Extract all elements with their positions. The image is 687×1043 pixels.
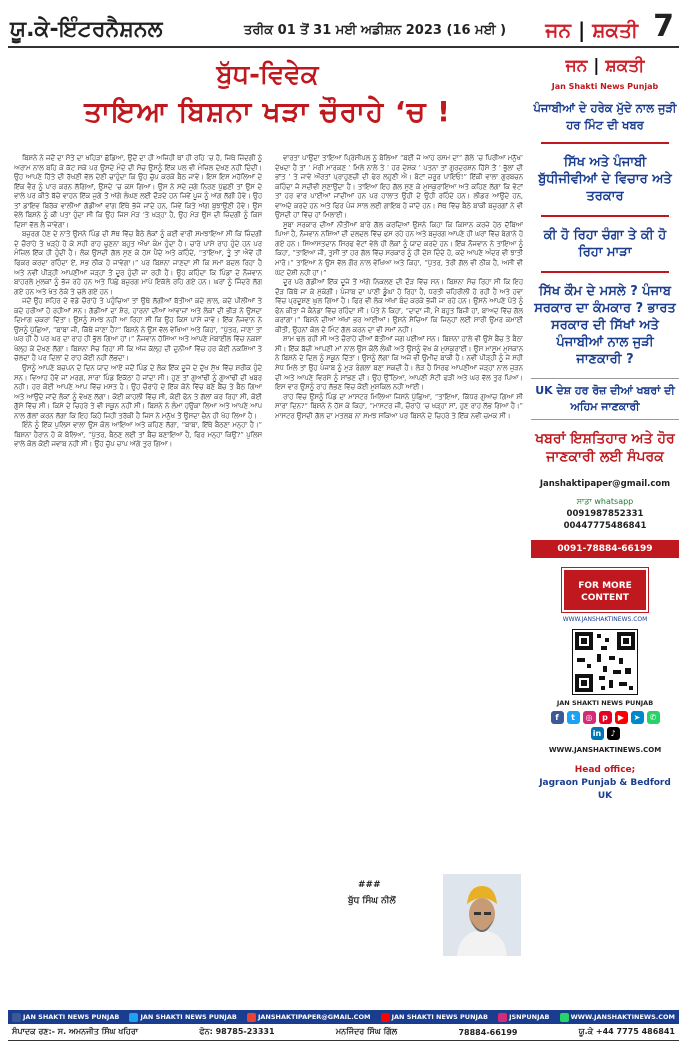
footer-chip-label: JAN SHAKTI NEWS PUNJAB — [391, 1013, 488, 1021]
head-office — [531, 764, 679, 803]
more-content-badge[interactable]: FOR MORE CONTENT — [562, 568, 648, 612]
contact-block — [531, 472, 679, 534]
mail-icon — [247, 1013, 256, 1022]
divider — [541, 271, 669, 273]
contact-phone-1: 0091987852331 — [566, 509, 644, 519]
tiktok-icon[interactable]: ♪ — [607, 727, 620, 740]
page-number: 7 — [653, 9, 674, 44]
instagram-icon[interactable]: ◎ — [583, 711, 596, 724]
contact-email[interactable]: Janshaktipaper@gmail.com — [539, 479, 671, 489]
sidebar-tagline: ਪੰਜਾਬੀਆਂ ਦੇ ਹਰੇਕ ਮੁੱਦੇ ਨਾਲ ਜੁੜੀ ਹਰ ਮਿੰਟ ਦੀ ਖਬਰ — [533, 101, 677, 132]
paragraph: ਜਦੋਂ ਉਹ ਸ਼ਹਿਰ ਦੇ ਵੱਡੇ ਚੌਰਾਹੇ ਤੇ ਪਹੁੰਚਿਆ ਤਾਂ ਉਥੇ ਲੱਗੀਆਂ ਬੱਤੀਆਂ ਕਦੇ ਲਾਲ, ਕਦੇ ਪੀਲੀਆਂ ਤੇ ਕਦੇ ਹਰੀਆਂ ਹੋ ਰਹੀਆਂ ਸਨ। ਗੱਡੀਆਂ ਦਾ ਸ਼ੋਰ, ਹਾਰਨਾਂ ਦੀਆਂ ਆਵਾਜ਼ਾਂ ਅਤੇ ਲੋਕਾਂ ਦੀ ਭੀੜ ਨੇ ਉਸਦਾ ਦਿਮਾਗ ਚਕਰਾ ਦਿੱਤਾ। ਉਸਨੂੰ ਸਮਝ ਨਹੀਂ ਆ ਰਿਹਾ ਸੀ ਕਿ ਉਹ ਕਿਸ ਪਾਸੇ ਜਾਵੇ। ਇੱਕ ਨੌਜਵਾਨ ਨੇ ਉਸਨੂੰ ਪੁੱਛਿਆ, “ਬਾਬਾ ਜੀ, ਕਿੱਥੇ ਜਾਣਾ ਹੈ?” ਬਿਸ਼ਨੇ ਨੇ ਉਸ ਵੱਲ ਵੇਖਿਆ ਅਤੇ ਕਿਹਾ, “ਪੁੱਤਰ, ਜਾਣਾ ਤਾਂ ਘਰ ਹੀ ਹੈ ਪਰ ਘਰ ਦਾ ਰਾਹ ਹੀ ਭੁੱਲ ਗਿਆ ਹਾਂ।” ਨੌਜਵਾਨ ਹੱਸਿਆ ਅਤੇ ਆਪਣੇ ਮੋਬਾਈਲ ਵਿੱਚ ਨਕਸ਼ਾ ਖੋਲ੍ਹ ਕੇ ਦੇਖਣ ਲੱਗਾ। ਬਿਸ਼ਨਾ ਸੋਚ ਰਿਹਾ ਸੀ ਕਿ ਅੱਜ ਕੱਲ੍ਹ ਦੀ ਦੁਨੀਆਂ ਵਿੱਚ ਹਰ ਕੋਈ ਨਕਸ਼ਿਆਂ ਤੇ ਚੱਲਦਾ ਹੈ ਪਰ ਦਿਲਾਂ ਦੇ ਰਾਹ ਕੋਈ ਨਹੀਂ ਲੱਭਦਾ। — [14, 297, 262, 363]
paragraph: ਵਾਰਤਾ ਪਾਉਂਦਾ ਤਾਇਆ ਪ੍ਰਿੰਸੀਪਲ ਨੂੰ ਬੋਲਿਆ “ਬਈ ਜੇ ਆਹ ਰਸਮ ਦਾ” ਗੱਲੇ ‘ਚ ਪਿਰੀਆ ਮਨੁੱਖ’ ਦੇਖਦਾ ਹੈ ਤਾਂ ‘ ਮੇਰੀ ਮਾਰਕਣ ’ ਮਿਲੇ ਨਾਲੇ ਤੇ ‘ ਹਰ ਦੇਸ਼ਕ ’ ਪਤਨਾ ਤਾਂ ਗੁਰਦਰਸ਼ਨ ਹਿੱਸੇ ਤੋਂ ‘ ਭੁੱਲਾਂ ਦੀ ਭਾਂਤ ’ ਤੇ ਜਾਵੇ ਔਰਤਾਂ ਪ੍ਰਾਹੁਣਚੀ ਦੀ ਫੇਰ ਲਹੁਣੀ ਐ। ਬੋਟਾਂ ਜ਼ਰੂਰ ਪਾਇਓ!” ਇੱਕੀ ਵਾਲਾ ਗੁਰਬਚਨ ਕਹਿੰਦਾ ਜੋ ਸਦੀਵੀ ਸੁਣਾਉਂਦਾ ਹੈ। ਤਾਇਆ ਇਹ ਗੱਲ ਸੁਣ ਕੇ ਮੁਸਕੁਰਾਇਆ ਅਤੇ ਕਹਿਣ ਲੱਗਾ ਕਿ ਵੋਟਾਂ ਤਾਂ ਹਰ ਵਾਰ ਪਾਈਆਂ ਜਾਂਦੀਆਂ ਹਨ ਪਰ ਹਾਲਾਤ ਉਹੀ ਦੇ ਉਹੀ ਰਹਿੰਦੇ ਹਨ। ਲੀਡਰ ਆਉਂਦੇ ਹਨ, ਵਾਅਦੇ ਕਰਦੇ ਹਨ ਅਤੇ ਫਿਰ ਪੰਜ ਸਾਲ ਲਈ ਗਾਇਬ ਹੋ ਜਾਂਦੇ ਹਨ। ਸੱਥ ਵਿੱਚ ਬੈਠੇ ਬਾਕੀ ਬਜ਼ੁਰਗਾਂ ਨੇ ਵੀ ਉਸਦੀ ਹਾਂ ਵਿੱਚ ਹਾਂ ਮਿਲਾਈ। — [275, 154, 523, 220]
footer-editor: ਸੰਪਾਦਕ ਰਣ:- ਸ. ਅਮਨਜੀਤ ਸਿੰਘ ਖਹਿਰਾ — [12, 1027, 139, 1036]
youtube-icon — [381, 1013, 390, 1022]
whatsapp-label: ਸਾਡਾ whatsapp — [576, 497, 634, 506]
article-column-2 — [275, 154, 523, 874]
qr-pattern-icon — [573, 630, 637, 694]
social-icons — [550, 711, 660, 740]
footer-chip-label: JSNPUNJAB — [509, 1013, 550, 1021]
footer-twitter[interactable] — [129, 1013, 236, 1022]
edition-date: ਤਰੀਕ 01 ਤੋਂ 31 ਮਈ ਅਡੀਸ਼ਨ 2023 (16 ਮਈ ) — [244, 23, 507, 38]
footer-social-bar — [8, 1010, 679, 1024]
footer-youtube[interactable] — [381, 1013, 488, 1022]
footer-website[interactable] — [560, 1013, 675, 1022]
globe-icon — [560, 1013, 569, 1022]
article-kicker: ਬੁੱਧ-ਵਿਵੇਕ — [216, 60, 319, 90]
footer-info — [8, 1024, 679, 1041]
twitter-icon — [129, 1013, 138, 1022]
telegram-icon[interactable]: ➤ — [631, 711, 644, 724]
author-photo — [443, 874, 521, 956]
footer-chip-label: JAN SHAKTI NEWS PUNJAB — [23, 1013, 120, 1021]
paragraph: ਉਸਨੂੰ ਆਪਣੇ ਬਚਪਨ ਦੇ ਦਿਨ ਯਾਦ ਆਏ ਜਦੋਂ ਪਿੰਡ ਦੇ ਲੋਕ ਇੱਕ ਦੂਜੇ ਦੇ ਦੁੱਖ ਸੁੱਖ ਵਿੱਚ ਸ਼ਰੀਕ ਹੁੰਦੇ ਸਨ। ਵਿਆਹ ਹੋਵੇ ਜਾਂ ਮਰਗ, ਸਾਰਾ ਪਿੰਡ ਇਕੱਠਾ ਹੋ ਜਾਂਦਾ ਸੀ। ਹੁਣ ਤਾਂ ਗੁਆਂਢੀ ਨੂੰ ਗੁਆਂਢੀ ਦੀ ਖਬਰ ਨਹੀਂ। ਹਰ ਕੋਈ ਆਪਣੇ ਆਪ ਵਿੱਚ ਮਸਤ ਹੈ। ਉਹ ਚੌਰਾਹੇ ਦੇ ਇੱਕ ਕੋਨੇ ਵਿੱਚ ਬਣੇ ਬੈਂਚ ਤੇ ਬੈਠ ਗਿਆ ਅਤੇ ਆਉਂਦੇ ਜਾਂਦੇ ਲੋਕਾਂ ਨੂੰ ਵੇਖਣ ਲੱਗਾ। ਕੋਈ ਕਾਹਲੀ ਵਿੱਚ ਸੀ, ਕੋਈ ਫੋਨ ਤੇ ਗੱਲਾਂ ਕਰ ਰਿਹਾ ਸੀ, ਕੋਈ ਗੁੱਸੇ ਵਿੱਚ ਸੀ। ਕਿਸੇ ਦੇ ਚਿਹਰੇ ਤੇ ਵੀ ਸਕੂਨ ਨਹੀਂ ਸੀ। ਬਿਸ਼ਨੇ ਨੇ ਲੰਮਾ ਹਉਕਾ ਲਿਆ ਅਤੇ ਆਪਣੇ ਆਪ ਨਾਲ ਗੱਲਾਂ ਕਰਨ ਲੱਗਾ ਕਿ ਇਹ ਕਿਹੋ ਜਿਹੀ ਤਰੱਕੀ ਹੈ ਜਿਸ ਨੇ ਮਨੁੱਖ ਤੋਂ ਉਸਦਾ ਚੈਨ ਹੀ ਖੋਹ ਲਿਆ ਹੈ। — [14, 364, 262, 420]
sidebar-logo — [531, 52, 679, 82]
whatsapp-icon[interactable]: ✆ — [647, 711, 660, 724]
paragraph: ਦੂਰ ਪਰੇ ਗੱਡੀਆਂ ਇੱਕ ਦੂਜੇ ਤੋਂ ਅੱਗੇ ਨਿਕਲਣ ਦੀ ਦੌੜ ਵਿੱਚ ਸਨ। ਬਿਸ਼ਨਾ ਸੋਚ ਰਿਹਾ ਸੀ ਕਿ ਇਹ ਦੌੜ ਕਿੱਥੇ ਜਾ ਕੇ ਮੁੱਕੇਗੀ। ਪੰਜਾਬ ਦਾ ਪਾਣੀ ਡੂੰਘਾ ਹੋ ਰਿਹਾ ਹੈ, ਧਰਤੀ ਜ਼ਹਿਰੀਲੀ ਹੋ ਰਹੀ ਹੈ ਅਤੇ ਹਵਾ ਵਿੱਚ ਪ੍ਰਦੂਸ਼ਣ ਘੁਲ ਗਿਆ ਹੈ। ਫਿਰ ਵੀ ਲੋਕ ਅੱਖਾਂ ਬੰਦ ਕਰਕੇ ਭੱਜੀ ਜਾ ਰਹੇ ਹਨ। ਉਸਨੇ ਆਪਣੇ ਪੋਤੇ ਨੂੰ ਫੋਨ ਕੀਤਾ ਜੋ ਕੈਨੇਡਾ ਵਿੱਚ ਰਹਿੰਦਾ ਸੀ। ਪੋਤੇ ਨੇ ਕਿਹਾ, “ਦਾਦਾ ਜੀ, ਮੈਂ ਬਹੁਤ ਬਿਜ਼ੀ ਹਾਂ, ਬਾਅਦ ਵਿੱਚ ਗੱਲ ਕਰਾਂਗਾ।” ਬਿਸ਼ਨੇ ਦੀਆਂ ਅੱਖਾਂ ਭਰ ਆਈਆਂ। ਉਸਨੇ ਸੋਚਿਆ ਕਿ ਜਿਨ੍ਹਾਂ ਲਈ ਸਾਰੀ ਉਮਰ ਕਮਾਈ ਕੀਤੀ, ਉਹਨਾਂ ਕੋਲ ਦੋ ਮਿੰਟ ਗੱਲ ਕਰਨ ਦਾ ਵੀ ਸਮਾਂ ਨਹੀਂ। — [275, 278, 523, 334]
contact-phone-2: 00447775486841 — [563, 521, 647, 531]
linkedin-icon[interactable]: in — [591, 727, 604, 740]
footer-phone-india-2: 78884-66199 — [458, 1027, 518, 1037]
twitter-icon[interactable]: t — [567, 711, 580, 724]
head-office-label: Head office; — [574, 765, 636, 775]
divider — [541, 142, 669, 144]
site-url[interactable]: WWW.JANSHAKTINEWS.COM — [562, 616, 648, 623]
newspaper-logo — [508, 18, 638, 46]
sidebar-item-intellectuals: ਸਿੱਖ ਅਤੇ ਪੰਜਾਬੀ ਬੁੱਧੀਜੀਵੀਆਂ ਦੇ ਵਿਚਾਰ ਅਤੇ ਤਰਕਾਰ — [538, 155, 672, 204]
paragraph: ਰਾਹ ਵਿੱਚ ਉਸਨੂੰ ਪਿੰਡ ਦਾ ਮਾਸਟਰ ਮਿਲਿਆ ਜਿਸਨੇ ਪੁੱਛਿਆ, “ਤਾਇਆ, ਕਿੱਧਰ ਗੁਆਚ ਗਿਆ ਸੀ ਸਾਰਾ ਦਿਨ?” ਬਿਸ਼ਨੇ ਨੇ ਹੱਸ ਕੇ ਕਿਹਾ, “ਮਾਸਟਰ ਜੀ, ਚੌਰਾਹੇ ‘ਚ ਖੜ੍ਹਾ ਸਾਂ, ਹੁਣ ਰਾਹ ਲੱਭ ਗਿਆ ਹੈ।” ਮਾਸਟਰ ਉਸਦੀ ਗੱਲ ਦਾ ਮਤਲਬ ਨਾ ਸਮਝ ਸਕਿਆ ਪਰ ਬਿਸ਼ਨੇ ਦੇ ਚਿਹਰੇ ਤੇ ਇੱਕ ਨਵੀਂ ਚਮਕ ਸੀ। — [275, 392, 523, 420]
footer-phone-india: ਫੋਨ: 98785-23331 — [199, 1027, 275, 1036]
footer-instagram[interactable] — [498, 1013, 549, 1022]
masthead — [8, 8, 679, 48]
logo-divider-icon: | — [587, 56, 606, 76]
sidebar-advertising: ਖਬਰਾਂ ਇਸ਼ਤਿਹਾਰ ਅਤੇ ਹੋਰ ਜਾਣਕਾਰੀ ਲਈ ਸੰਪਰਕ — [535, 431, 675, 465]
article-body — [14, 154, 523, 874]
author-block — [268, 874, 521, 954]
qr-label: JAN SHAKTI NEWS PUNJAB — [556, 699, 654, 707]
sidebar-logo-subtitle: Jan Shakti News Punjab — [551, 82, 659, 91]
paragraph: ਸ਼ਾਮ ਢਲ ਰਹੀ ਸੀ ਅਤੇ ਚੌਰਾਹੇ ਦੀਆਂ ਬੱਤੀਆਂ ਜਗ ਪਈਆਂ ਸਨ। ਬਿਸ਼ਨਾ ਹਾਲੇ ਵੀ ਉਸੇ ਬੈਂਚ ਤੇ ਬੈਠਾ ਸੀ। ਇੱਕ ਬੱਚੀ ਆਪਣੀ ਮਾਂ ਨਾਲ ਉਸ ਕੋਲੋਂ ਲੰਘੀ ਅਤੇ ਉਸਨੂੰ ਵੇਖ ਕੇ ਮੁਸਕੁਰਾਈ। ਉਸ ਮਾਸੂਮ ਮੁਸਕਾਨ ਨੇ ਬਿਸ਼ਨੇ ਦੇ ਦਿਲ ਨੂੰ ਸਕੂਨ ਦਿੱਤਾ। ਉਸਨੂੰ ਲੱਗਾ ਕਿ ਅਜੇ ਵੀ ਉਮੀਦ ਬਾਕੀ ਹੈ। ਨਵੀਂ ਪੀੜ੍ਹੀ ਨੂੰ ਜੇ ਸਹੀ ਸੇਧ ਮਿਲੇ ਤਾਂ ਉਹ ਪੰਜਾਬ ਨੂੰ ਮੁੜ ਰੰਗਲਾ ਬਣਾ ਸਕਦੀ ਹੈ। ਲੋੜ ਹੈ ਸਿਰਫ ਆਪਣੀਆਂ ਜੜ੍ਹਾਂ ਨਾਲ ਜੁੜਨ ਦੀ ਅਤੇ ਆਪਣੇ ਵਿਰਸੇ ਨੂੰ ਸਾਂਭਣ ਦੀ। ਉਹ ਉੱਠਿਆ, ਆਪਣੀ ਸੋਟੀ ਫੜੀ ਅਤੇ ਘਰ ਵੱਲ ਤੁਰ ਪਿਆ। ਇਸ ਵਾਰ ਉਸਨੂੰ ਰਾਹ ਲੱਭਣ ਵਿੱਚ ਕੋਈ ਮੁਸ਼ਕਿਲ ਨਹੀਂ ਆਈ। — [275, 335, 523, 392]
article — [12, 58, 523, 958]
paragraph: ਬਜ਼ੁਰਗ ਹੋਣ ਦੇ ਨਾਤੇ ਉਸਨੇ ਪਿੰਡ ਦੀ ਸੱਥ ਵਿੱਚ ਬੈਠੇ ਲੋਕਾਂ ਨੂੰ ਕਈ ਵਾਰੀ ਸਮਝਾਇਆ ਸੀ ਕਿ ਜ਼ਿੰਦਗੀ ਦੇ ਚੌਰਾਹੇ ਤੇ ਖੜ੍ਹੇ ਹੋ ਕੇ ਸਹੀ ਰਾਹ ਚੁਣਨਾ ਬਹੁਤ ਔਖਾ ਕੰਮ ਹੁੰਦਾ ਹੈ। ਚਾਰੇ ਪਾਸੇ ਰਾਹ ਹੁੰਦੇ ਹਨ ਪਰ ਮੰਜ਼ਿਲ ਇੱਕ ਹੀ ਹੁੰਦੀ ਹੈ। ਲੋਕ ਉਸਦੀ ਗੱਲ ਸੁਣ ਕੇ ਹੱਸ ਪੈਂਦੇ ਅਤੇ ਕਹਿੰਦੇ, “ਤਾਇਆ, ਤੂੰ ਤਾਂ ਐਵੇਂ ਹੀ ਫਿਕਰ ਕਰਦਾ ਰਹਿੰਦਾ ਏਂ, ਸਭ ਠੀਕ ਹੋ ਜਾਵੇਗਾ।” ਪਰ ਬਿਸ਼ਨਾ ਜਾਣਦਾ ਸੀ ਕਿ ਸਮਾਂ ਬਦਲ ਰਿਹਾ ਹੈ ਅਤੇ ਨਵੀਂ ਪੀੜ੍ਹੀ ਆਪਣੀਆਂ ਜੜ੍ਹਾਂ ਤੋਂ ਦੂਰ ਹੁੰਦੀ ਜਾ ਰਹੀ ਹੈ। ਉਹ ਕਹਿੰਦਾ ਕਿ ਪਿੰਡਾਂ ਦੇ ਨੌਜਵਾਨ ਬਾਹਰਲੇ ਮੁਲਕਾਂ ਨੂੰ ਭੱਜ ਰਹੇ ਹਨ ਅਤੇ ਪਿੱਛੇ ਬਜ਼ੁਰਗ ਮਾਪੇ ਇਕੱਲੇ ਰਹਿ ਗਏ ਹਨ। ਘਰਾਂ ਨੂੰ ਜਿੰਦਰੇ ਲੱਗ ਗਏ ਹਨ ਅਤੇ ਖੇਤ ਠੇਕੇ ਤੇ ਚਲੇ ਗਏ ਹਨ। — [14, 230, 262, 296]
logo-divider-icon: | — [570, 18, 593, 42]
youtube-icon[interactable]: ▶ — [615, 711, 628, 724]
phone-bar: 0091-78884-66199 — [531, 540, 679, 558]
footer-email[interactable] — [247, 1013, 370, 1022]
sidebar-uk-news: UK ਦੇਸ਼ ਹਰ ਰੋਜ਼ ਦੀਆਂ ਖਬਰਾਂ ਦੀ ਅਹਿਮ ਜਾਣਕਾਰੀ — [531, 378, 679, 420]
footer-manager: ਮਨਜਿੰਦਰ ਸਿੰਘ ਗਿੱਲ — [335, 1027, 398, 1036]
instagram-icon — [498, 1013, 507, 1022]
end-separator: ### — [358, 880, 381, 890]
article-headline: ਤਾਇਆ ਬਿਸ਼ਨਾ ਖੜਾ ਚੌਰਾਹੇ ‘ਚ ! — [84, 95, 451, 128]
head-office-value: Jagraon Punjab & Bedford UK — [539, 778, 671, 801]
section-title: ਯੂ.ਕੇ-ਇੰਟਰਨੈਸ਼ਨਲ — [10, 17, 163, 42]
social-site-url[interactable]: WWW.JANSHAKTINEWS.COM — [548, 746, 662, 754]
facebook-icon — [12, 1013, 21, 1022]
paragraph: ਬਿਸ਼ਨੇ ਨੇ ਜਦੋਂ ਦਾ ਸੋਤੇ ਦਾ ਖਹਿੜਾ ਛੱਡਿਆ, ਉਦੋਂ ਦਾ ਹੀ ਅਜਿਹੀ ਥਾਂ ਹੀ ਰਹਿ ‘ਚ ਹੈ, ਜਿਥੇ ਜ਼ਿੰਦਗੀ ਨੂੰ ਅਰਾਮ ਨਾਲ ਬਹਿ ਕੇ ਕੱਟ ਸਕੇ ਪਰ ਉਸਦੇ ਮੰਦੇ ਦੀ ਸੋਚ ਉਸਨੂੰ ਇੱਕ ਪਲ ਵੀ ਮੰਜ਼ਿਲ ਦੇਖਣ ਨਹੀਂ ਦਿੰਦੀ। ਉਹ ਆਪਣੇ ਹਿੱਤੇ ਦੀ ਰੱਖਣੀ ਵੱਲ ਦੇਣੀ ਚਾਹੁੰਦਾ ਕਿ ਉਹ ਚੁੱਪ ਕਰਕੇ ਬੈਠ ਜਾਵੇ। ਇਸ ਇਸ ਮਹੱਲਿਆਂ ਦੇ ਇੱਕ ਵੈਰ ਨੂੰ ਪਾਰ ਕਰਨ ਲੱਗਿਆਂ, ਉਸਦੇ ‘ਚ ਕਸ ਗਿਆ। ਉਸ ਨੇ ਸਦੇ ਜੁਗੇ ਨਿਰਣ ਪੁੱਛਣੀ ਤਾਂ ਉਸ ਦੇ ਵਾਲੇ ਪਰ ਕੀਤੇ ਬੱਚੇ ਵਾਹਨ ਇੱਕ ਜੁਗੇ ਤੋਂ ਅੱਗੇ ਲੰਘਣ ਲਈ ਦੌੜਦੇ ਹਨ ਜਿਵੇਂ ਪੂਜ ਨੂੰ ਅੱਗ ਲੱਗੀ ਹੋਵੇ। ਉਹ ਤਾਂ ਡਾਇਵ ਬਿਰੱਕ ਵਾਲੀਆਂ ਗੱਡੀਆਂ ਵਾਂਗ ਇੱਥੇ ਭੱਜੇ ਜਾਂਦੇ ਹਨ, ਜਿਵੇਂ ਕਿਤੇ ਅੱਗ ਬੁਝਾਉਣੀ ਹੋਵੇ। ਉਸ ਵੇਲੇ ਬਿਸ਼ਨੇ ਨੂੰ ਕੀ ਪਤਾ ਹੁੰਦਾ ਸੀ ਕਿ ਉਹ ਜਿਸ ਮੋੜ ‘ਤੇ ਖੜ੍ਹਾ ਹੈ, ਉਹ ਮੋੜ ਉਸ ਦੀ ਜ਼ਿੰਦਗੀ ਨੂੰ ਕਿਸ ਦਿਸ਼ਾ ਵੱਲ ਲੈ ਜਾਵੇਗਾ। — [14, 154, 262, 229]
footer-chip-label: JANSHAKTIPAPER@GMAIL.COM — [257, 1013, 371, 1021]
footer-phone-uk: ਯੂ.ਕੇ +44 7775 486841 — [578, 1027, 675, 1036]
sidebar-item-good-bad: ਕੀ ਹੋ ਰਿਹਾ ਚੰਗਾ ਤੇ ਕੀ ਹੋ ਰਿਹਾ ਮਾੜਾ — [543, 228, 667, 260]
footer-facebook[interactable] — [12, 1013, 119, 1022]
sidebar-logo-part2: ਸ਼ਕਤੀ — [605, 56, 645, 76]
footer-chip-label: JAN SHAKTI NEWS PUNJAB — [140, 1013, 237, 1021]
article-column-1 — [14, 154, 262, 874]
facebook-icon[interactable]: f — [551, 711, 564, 724]
author-portrait-icon — [443, 874, 521, 956]
pinterest-icon[interactable]: p — [599, 711, 612, 724]
divider — [541, 215, 669, 217]
paragraph: ਸੂਬਾ ਸਰਕਾਰ ਦੀਆਂ ਨੀਤੀਆਂ ਬਾਰੇ ਗੱਲ ਕਰਦਿਆਂ ਉਸਨੇ ਕਿਹਾ ਕਿ ਕਿਸਾਨ ਕਰਜ਼ੇ ਹੇਠ ਦੱਬਿਆ ਪਿਆ ਹੈ, ਨੌਜਵਾਨ ਨਸ਼ਿਆਂ ਦੀ ਦਲਦਲ ਵਿੱਚ ਫਸ ਰਹੇ ਹਨ ਅਤੇ ਬਜ਼ੁਰਗ ਆਪਣੇ ਹੀ ਘਰਾਂ ਵਿੱਚ ਬੇਗਾਨੇ ਹੋ ਗਏ ਹਨ। ਸਿਆਸਤਦਾਨ ਸਿਰਫ ਵੋਟਾਂ ਵੇਲੇ ਹੀ ਲੋਕਾਂ ਨੂੰ ਯਾਦ ਕਰਦੇ ਹਨ। ਇੱਕ ਨੌਜਵਾਨ ਨੇ ਤਾਇਆ ਨੂੰ ਕਿਹਾ, “ਤਾਇਆ ਜੀ, ਤੁਸੀਂ ਤਾਂ ਹਰ ਗੱਲ ਵਿੱਚ ਸਰਕਾਰ ਨੂੰ ਹੀ ਦੋਸ਼ ਦਿੰਦੇ ਹੋ, ਕਦੇ ਆਪਣੇ ਅੰਦਰ ਵੀ ਝਾਤੀ ਮਾਰੋ।” ਤਾਇਆ ਨੇ ਉਸ ਵੱਲ ਗੌਰ ਨਾਲ ਵੇਖਿਆ ਅਤੇ ਕਿਹਾ, “ਪੁੱਤਰ, ਤੇਰੀ ਗੱਲ ਵੀ ਠੀਕ ਹੈ, ਅਸੀਂ ਵੀ ਘੱਟ ਦੋਸ਼ੀ ਨਹੀਂ ਹਾਂ।” — [275, 220, 523, 277]
qr-code-icon — [572, 629, 638, 695]
sidebar — [531, 52, 679, 964]
sidebar-item-issues: ਸਿੱਖ ਕੌਮ ਦੇ ਮਸਲੇ ? ਪੰਜਾਬ ਸਰਕਾਰ ਦਾ ਕੰਮਕਾਰ ? ਭਾਰਤ ਸਰਕਾਰ ਦੀ ਸਿੱਖਾਂ ਅਤੇ ਪੰਜਾਬੀਆਂ ਨਾਲ ਜੁੜੀ ਜਾਣਕਾਰੀ ? — [534, 284, 676, 367]
sidebar-logo-part1: ਜਨ — [565, 56, 588, 76]
logo-part2: ਸ਼ਕਤੀ — [592, 18, 638, 42]
footer-chip-label: WWW.JANSHAKTINEWS.COM — [570, 1013, 675, 1021]
footer — [8, 1010, 679, 1041]
paragraph: ਇੰਨੇ ਨੂੰ ਇੱਕ ਪੁਲਿਸ ਵਾਲਾ ਉਸ ਕੋਲ ਆਇਆ ਅਤੇ ਕਹਿਣ ਲੱਗਾ, “ਬਾਬਾ, ਇੱਥੇ ਬੈਠਣਾ ਮਨ੍ਹਾ ਹੈ।” ਬਿਸ਼ਨਾ ਹੈਰਾਨ ਹੋ ਕੇ ਬੋਲਿਆ, “ਪੁੱਤਰ, ਬੈਠਣ ਲਈ ਤਾਂ ਬੈਂਚ ਬਣਾਇਆ ਹੈ, ਫਿਰ ਮਨ੍ਹਾ ਕਿਉਂ?” ਪੁਲਿਸ ਵਾਲੇ ਕੋਲ ਕੋਈ ਜਵਾਬ ਨਹੀਂ ਸੀ। ਉਹ ਚੁੱਪ ਚਾਪ ਅੱਗੇ ਤੁਰ ਗਿਆ। — [14, 421, 262, 449]
author-name: ਬੁੱਧ ਸਿੰਘ ਨੀਲੋਂ — [348, 896, 396, 906]
logo-part1: ਜਨ — [545, 18, 571, 42]
